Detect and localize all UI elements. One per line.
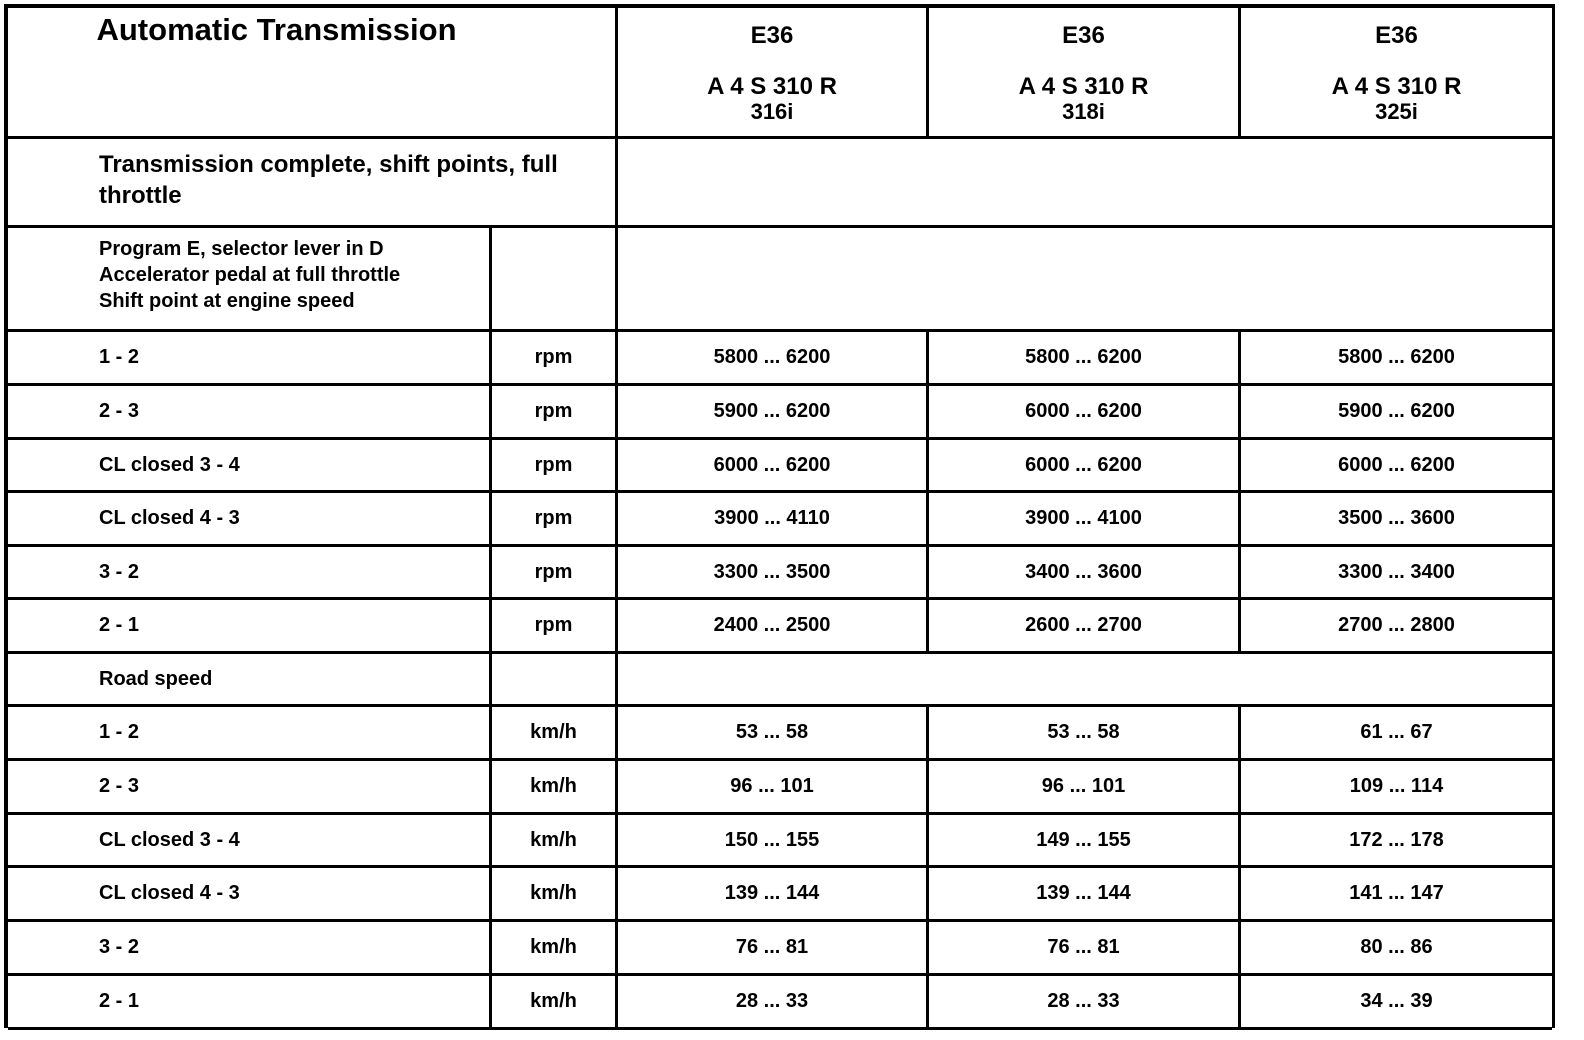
header-column-325i: [1241, 8, 1552, 136]
row-label: 2 - 1: [8, 976, 492, 1027]
header-model: E36: [1375, 22, 1418, 49]
table-row: [8, 493, 1552, 547]
value-325i: 172 ... 178: [1349, 828, 1444, 851]
table-row: [8, 547, 1552, 600]
header-engine: 316i: [750, 99, 794, 124]
table-row: [8, 440, 1552, 493]
row-unit: rpm: [492, 547, 618, 597]
value-325i: 141 ... 147: [1349, 882, 1444, 904]
value-325i: 34 ... 39: [1360, 990, 1433, 1012]
value-318i: 5800 ... 6200: [929, 332, 1241, 383]
empty-cell: [492, 228, 618, 329]
value-318i: 3900 ... 4100: [929, 493, 1241, 544]
row-unit: rpm: [492, 440, 618, 490]
value-318i: 6000 ... 6200: [929, 440, 1241, 490]
value-316i: 6000 ... 6200: [618, 440, 929, 490]
spec-table: [4, 4, 1555, 1028]
table-row: [8, 707, 1552, 761]
empty-cell: [618, 654, 1552, 704]
value-318i: 6000 ... 6200: [929, 386, 1241, 437]
road-speed-row: [8, 654, 1552, 707]
row-unit: km/h: [492, 707, 618, 758]
header-column-318i: [929, 8, 1241, 136]
value-316i: 2400 ... 2500: [618, 600, 929, 651]
row-label: CL closed 4 - 3: [8, 868, 492, 919]
section-row: [8, 139, 1552, 228]
row-label: CL closed 3 - 4: [8, 815, 492, 865]
table-row: [8, 600, 1552, 654]
value-318i: 76 ... 81: [929, 922, 1241, 973]
program-note-line: Program E, selector lever in D: [99, 238, 384, 260]
header-engine: 318i: [1062, 99, 1105, 124]
table-row: [8, 922, 1552, 976]
value-316i: 5900 ... 6200: [618, 386, 929, 437]
empty-cell: [618, 139, 1552, 225]
row-unit: rpm: [492, 332, 618, 383]
table-row: [8, 815, 1552, 868]
section-title: Transmission complete, shift points, full throttle: [8, 139, 618, 225]
program-note: [8, 228, 492, 329]
row-label: CL closed 4 - 3: [8, 493, 492, 544]
value-316i: 5800 ... 6200: [618, 332, 929, 383]
value-318i: 3400 ... 3600: [929, 547, 1241, 597]
value-316i: 3900 ... 4110: [618, 493, 929, 544]
value-318i: 149 ... 155: [929, 815, 1241, 865]
value-318i: 2600 ... 2700: [929, 600, 1241, 651]
row-unit: rpm: [492, 493, 618, 544]
table-row: [8, 761, 1552, 815]
value-325i: 109 ... 114: [1349, 775, 1444, 797]
row-unit: km/h: [492, 761, 618, 812]
program-note-row: [8, 228, 1552, 332]
value-316i: 76 ... 81: [618, 922, 929, 973]
row-unit: km/h: [492, 815, 618, 865]
row-label: 1 - 2: [8, 332, 492, 383]
row-label: 3 - 2: [8, 922, 492, 973]
value-325i: 5800 ... 6200: [1338, 346, 1455, 368]
value-318i: 96 ... 101: [929, 761, 1241, 812]
value-316i: 28 ... 33: [618, 976, 929, 1027]
row-label: 1 - 2: [8, 707, 492, 758]
value-325i: 3500 ... 3600: [1338, 507, 1455, 529]
row-label: 2 - 3: [8, 761, 492, 812]
header-row: [8, 8, 1552, 139]
header-model: E36: [1062, 22, 1105, 49]
value-316i: 139 ... 144: [618, 868, 929, 919]
header-model: E36: [750, 22, 794, 49]
row-label: 2 - 1: [8, 600, 492, 651]
header-engine: 325i: [1375, 99, 1418, 124]
header-transmission: A 4 S 310 R: [1331, 73, 1462, 100]
header-column-316i: [618, 8, 929, 136]
row-label: CL closed 3 - 4: [8, 440, 492, 490]
value-316i: 3300 ... 3500: [618, 547, 929, 597]
header-transmission: A 4 S 310 R: [707, 73, 837, 100]
empty-cell: [618, 228, 1552, 329]
value-325i: 5900 ... 6200: [1338, 400, 1455, 422]
row-unit: km/h: [492, 868, 618, 919]
table-row: [8, 332, 1552, 386]
table-row: [8, 868, 1552, 922]
value-325i: 61 ... 67: [1360, 721, 1433, 743]
value-325i: 80 ... 86: [1360, 936, 1433, 958]
value-318i: 139 ... 144: [929, 868, 1241, 919]
table-row: [8, 976, 1552, 1030]
value-318i: 53 ... 58: [929, 707, 1241, 758]
road-speed-label: Road speed: [8, 654, 492, 704]
program-note-line: Shift point at engine speed: [99, 290, 355, 312]
value-325i: 6000 ... 6200: [1338, 453, 1455, 476]
program-note-line: Accelerator pedal at full throttle: [99, 264, 401, 286]
row-label: 3 - 2: [8, 547, 492, 597]
table-row: [8, 386, 1552, 440]
header-transmission: A 4 S 310 R: [1018, 73, 1149, 100]
row-unit: rpm: [492, 386, 618, 437]
row-unit: rpm: [492, 600, 618, 651]
value-316i: 53 ... 58: [618, 707, 929, 758]
row-unit: km/h: [492, 976, 618, 1027]
value-316i: 150 ... 155: [618, 815, 929, 865]
row-label: 2 - 3: [8, 386, 492, 437]
value-316i: 96 ... 101: [618, 761, 929, 812]
row-unit: km/h: [492, 922, 618, 973]
table-title: Automatic Transmission: [8, 8, 618, 136]
value-325i: 2700 ... 2800: [1338, 614, 1455, 636]
empty-cell: [492, 654, 618, 704]
value-318i: 28 ... 33: [929, 976, 1241, 1027]
value-325i: 3300 ... 3400: [1338, 560, 1455, 583]
